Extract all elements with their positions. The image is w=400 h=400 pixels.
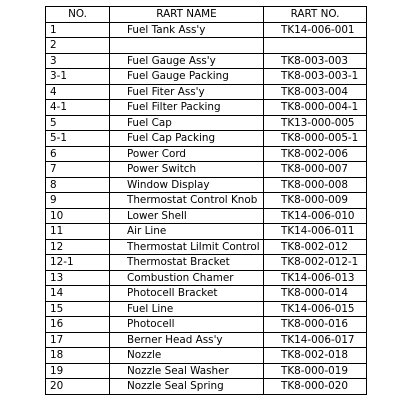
table-row xyxy=(46,53,367,69)
row-no: 8 xyxy=(46,177,110,193)
table-row xyxy=(46,208,367,224)
row-part-no: TK8-003-003-1 xyxy=(264,69,367,85)
row-part-no: TK8-000-004-1 xyxy=(264,100,367,116)
row-part-name: Combustion Chamer xyxy=(110,270,264,286)
row-part-name: Fuel Line xyxy=(110,301,264,317)
row-no: 5-1 xyxy=(46,131,110,147)
table-row xyxy=(46,379,367,395)
row-no: 15 xyxy=(46,301,110,317)
row-part-name: Nozzle xyxy=(110,348,264,364)
row-no: 4 xyxy=(46,84,110,100)
table-row xyxy=(46,193,367,209)
row-part-name: Fuel Fiter Ass'y xyxy=(110,84,264,100)
row-no: 4-1 xyxy=(46,100,110,116)
row-part-name: Fuel Cap xyxy=(110,115,264,131)
table-row xyxy=(46,162,367,178)
row-part-name: Power Cord xyxy=(110,146,264,162)
row-part-no: TK8-000-019 xyxy=(264,363,367,379)
row-part-name: Nozzle Seal Spring xyxy=(110,379,264,395)
row-part-no: TK14-006-010 xyxy=(264,208,367,224)
row-part-no: TK8-002-018 xyxy=(264,348,367,364)
row-no: 12-1 xyxy=(46,255,110,271)
row-no: 17 xyxy=(46,332,110,348)
row-part-no: TK8-000-014 xyxy=(264,286,367,302)
row-part-name: Nozzle Seal Washer xyxy=(110,363,264,379)
row-part-name: Thermostat Control Knob xyxy=(110,193,264,209)
row-part-no: TK14-006-017 xyxy=(264,332,367,348)
row-part-no: TK14-006-011 xyxy=(264,224,367,240)
table-row xyxy=(46,301,367,317)
table-row xyxy=(46,286,367,302)
table-row xyxy=(46,22,367,38)
row-no: 14 xyxy=(46,286,110,302)
table-row xyxy=(46,146,367,162)
row-no: 1 xyxy=(46,22,110,38)
table-row xyxy=(46,84,367,100)
table-row xyxy=(46,270,367,286)
row-part-name: Fuel Tank Ass'y xyxy=(110,22,264,38)
row-part-no: TK8-003-003 xyxy=(264,53,367,69)
table-row xyxy=(46,38,367,54)
row-part-name: Fuel Cap Packing xyxy=(110,131,264,147)
table-row xyxy=(46,100,367,116)
row-part-name: Air Line xyxy=(110,224,264,240)
row-part-no: TK14-006-001 xyxy=(264,22,367,38)
row-part-no: TK8-000-009 xyxy=(264,193,367,209)
row-no: 19 xyxy=(46,363,110,379)
row-part-name: Fuel Gauge Packing xyxy=(110,69,264,85)
row-part-no: TK8-000-005-1 xyxy=(264,131,367,147)
row-part-name: Thermostat Lilmit Control xyxy=(110,239,264,255)
row-part-no: TK14-006-015 xyxy=(264,301,367,317)
row-part-no xyxy=(264,38,367,54)
row-no: 3 xyxy=(46,53,110,69)
row-part-name: Thermostat Bracket xyxy=(110,255,264,271)
row-no: 2 xyxy=(46,38,110,54)
row-part-name xyxy=(110,38,264,54)
row-part-name: Photocell xyxy=(110,317,264,333)
row-part-no: TK8-003-004 xyxy=(264,84,367,100)
header-part-name: RART NAME xyxy=(110,7,264,23)
row-part-no: TK8-002-012-1 xyxy=(264,255,367,271)
table-row xyxy=(46,363,367,379)
row-part-name: Berner Head Ass'y xyxy=(110,332,264,348)
row-part-no: TK14-006-013 xyxy=(264,270,367,286)
row-part-no: TK8-002-012 xyxy=(264,239,367,255)
table-row xyxy=(46,317,367,333)
row-part-name: Lower Shell xyxy=(110,208,264,224)
header-no: NO. xyxy=(46,7,110,23)
header-row xyxy=(46,7,367,23)
row-part-no: TK8-000-008 xyxy=(264,177,367,193)
row-no: 5 xyxy=(46,115,110,131)
row-no: 16 xyxy=(46,317,110,333)
row-no: 11 xyxy=(46,224,110,240)
table-row xyxy=(46,115,367,131)
row-part-no: TK8-000-016 xyxy=(264,317,367,333)
row-part-no: TK8-000-020 xyxy=(264,379,367,395)
row-no: 3-1 xyxy=(46,69,110,85)
table-row xyxy=(46,348,367,364)
row-part-no: TK13-000-005 xyxy=(264,115,367,131)
header-part-no: RART NO. xyxy=(264,7,367,23)
parts-table xyxy=(45,6,367,395)
row-part-no: TK8-002-006 xyxy=(264,146,367,162)
table-row xyxy=(46,255,367,271)
row-no: 9 xyxy=(46,193,110,209)
table-row xyxy=(46,177,367,193)
row-no: 10 xyxy=(46,208,110,224)
row-part-name: Window Display xyxy=(110,177,264,193)
table-row xyxy=(46,224,367,240)
row-no: 20 xyxy=(46,379,110,395)
row-no: 7 xyxy=(46,162,110,178)
row-part-name: Photocell Bracket xyxy=(110,286,264,302)
table-row xyxy=(46,239,367,255)
row-no: 12 xyxy=(46,239,110,255)
table-row xyxy=(46,69,367,85)
row-part-name: Fuel Filter Packing xyxy=(110,100,264,116)
row-no: 13 xyxy=(46,270,110,286)
row-no: 6 xyxy=(46,146,110,162)
table-row xyxy=(46,332,367,348)
row-part-name: Fuel Gauge Ass'y xyxy=(110,53,264,69)
row-part-no: TK8-000-007 xyxy=(264,162,367,178)
table-row xyxy=(46,131,367,147)
row-part-name: Power Switch xyxy=(110,162,264,178)
row-no: 18 xyxy=(46,348,110,364)
